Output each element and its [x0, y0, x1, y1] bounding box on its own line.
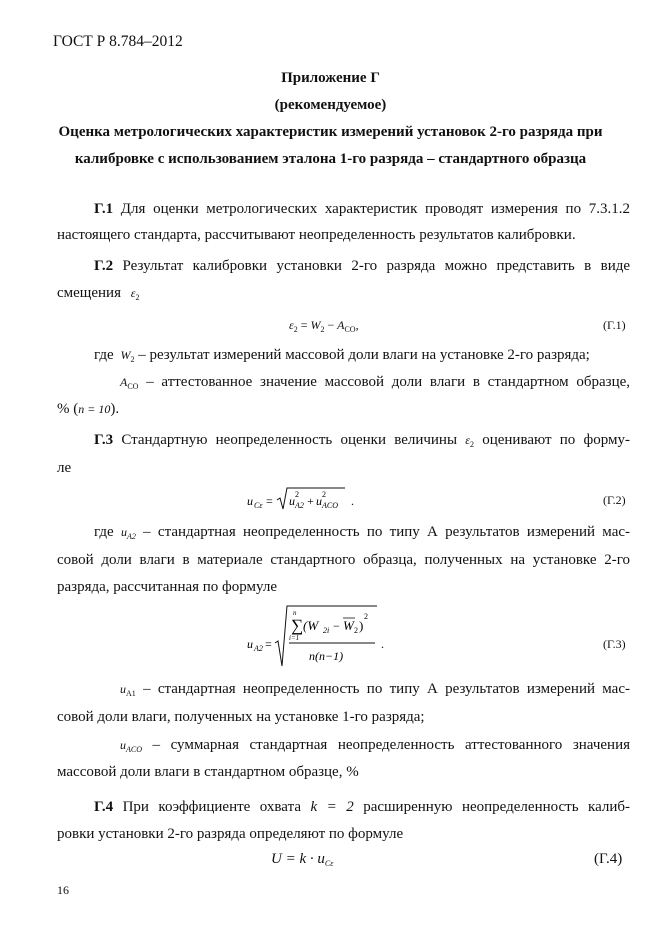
- section-number: Г.4: [94, 799, 114, 815]
- svg-text:n: n: [293, 609, 297, 617]
- where-uA2-line3: разряда, рассчитанная по формуле: [57, 579, 278, 595]
- svg-text:2i: 2i: [323, 626, 330, 635]
- svg-text:u: u: [316, 494, 322, 508]
- svg-text:u: u: [247, 494, 253, 508]
- appendix-title: Приложение Г: [281, 70, 380, 86]
- uACO-symbol: $u_{ACO}$: [120, 738, 142, 754]
- section-number: Г.2: [94, 258, 114, 274]
- svg-text:A2: A2: [295, 501, 304, 510]
- paragraph-text: Для оценки метрологических характеристик проводят измерения по 7.3.1.2: [120, 201, 631, 217]
- equation-number-g1: (Г.1): [603, 318, 626, 332]
- svg-text:2: 2: [295, 490, 299, 499]
- paragraph-g1-line1: [57, 197, 630, 221]
- section-number: Г.3: [94, 432, 114, 448]
- svg-text:=: =: [265, 637, 272, 651]
- document-code: ГОСТ Р 8.784–2012: [53, 33, 183, 50]
- W2-symbol: $W_2$: [120, 348, 135, 364]
- appendix-heading-line1: Оценка метрологических характеристик измерений установок 2-го разряда при: [58, 124, 603, 140]
- paragraph-g2-line2: [57, 281, 139, 307]
- where-uA1-line2: совой доли влаги, полученных на установке 1-го разряда;: [57, 709, 425, 725]
- svg-text:=: =: [266, 494, 273, 508]
- svg-text:−: −: [333, 619, 340, 633]
- svg-text:∑: ∑: [291, 616, 304, 635]
- paragraph-text: Результат калибровки установки 2-го разряда можно представить в виде: [122, 258, 631, 274]
- appendix-heading-line2: калибровке с использованием эталона 1-го разряда – стандартного образца: [74, 151, 587, 167]
- svg-text:2: 2: [354, 626, 358, 635]
- equation-number-g2: (Г.2): [603, 493, 626, 507]
- svg-text:2: 2: [322, 490, 326, 499]
- svg-text:i=1: i=1: [289, 634, 300, 642]
- paragraph-g4-line1: Г.4 При коэффициенте охвата k = 2 расширенную неопределенность калиб-: [94, 799, 631, 815]
- equation-g2: [245, 484, 385, 514]
- paragraph-g1-line2: настоящего стандарта, рассчитывают неопределенность результатов калибровки.: [57, 227, 576, 243]
- paragraph-g2-line1: [57, 254, 630, 278]
- svg-text:n(n−1): n(n−1): [309, 649, 344, 663]
- svg-text:+: +: [307, 494, 314, 508]
- where-W2-line: где $W_2$ – результат измерений массовой доли влаги на установке 2-го разряда;: [94, 347, 590, 364]
- where-uACO-line1: $u_{ACO}$ – суммарная стандартная неопределенность аттестованного значения: [120, 737, 630, 754]
- svg-text:A2: A2: [254, 644, 263, 653]
- equation-number-g4: (Г.4): [594, 851, 623, 867]
- svg-text:): ): [359, 618, 364, 633]
- paragraph-g3-line1: Г.3 Стандартную неопределенность оценки величины $\varepsilon_2$ оценивают по форму-: [94, 432, 631, 449]
- paragraph-g4-line2: ровки установки 2-го разряда определяют по формуле: [57, 826, 404, 842]
- svg-text:u: u: [289, 494, 295, 508]
- equation-g1: $\varepsilon_2 = W_2 - A_{СО}$,: [289, 318, 359, 334]
- section-number: Г.1: [94, 201, 114, 217]
- equation-number-g3: (Г.3): [603, 637, 626, 651]
- svg-text:Cε: Cε: [254, 501, 263, 510]
- svg-text:u: u: [247, 637, 253, 651]
- where-n-line: % (n = 10).: [57, 401, 120, 417]
- svg-text:.: .: [351, 494, 354, 508]
- where-Aco-line: $A_{СО}$ – аттестованное значение массовой доли влаги в стандартном образце,: [120, 374, 631, 391]
- equation-g4: $U = k \cdot u_{C\varepsilon}$: [271, 851, 334, 868]
- page-number: 16: [57, 883, 69, 897]
- where-uA2-line1: где $u_{A2}$ – стандартная неопределенность по типу А результатов измерений мас-: [94, 524, 631, 541]
- svg-text:(W: (W: [303, 618, 319, 633]
- epsilon-symbol: $\varepsilon_2$: [465, 433, 474, 449]
- where-uACO-line2: массовой доли влаги в стандартном образце, %: [57, 764, 359, 780]
- uA2-symbol: $u_{A2}$: [120, 525, 136, 541]
- equation-g3: [245, 603, 415, 671]
- svg-text:.: .: [381, 637, 384, 651]
- epsilon-symbol: $\varepsilon_2$: [130, 286, 140, 302]
- svg-text:ACO: ACO: [322, 501, 338, 510]
- appendix-status: (рекомендуемое): [274, 97, 387, 113]
- uA1-symbol: $u_{A1}$: [120, 682, 136, 698]
- paragraph-text: смещения: [57, 285, 121, 301]
- where-uA1-line1: $u_{A1}$ – стандартная неопределенность по типу А результатов измерений мас-: [120, 681, 630, 698]
- Aco-symbol: $A_{СО}$: [120, 375, 139, 391]
- paragraph-g3-line2: ле: [57, 460, 72, 476]
- where-uA2-line2: совой доли влаги в материале стандартного образца, полученных на установке 2-го: [57, 552, 630, 568]
- svg-text:W: W: [343, 618, 354, 633]
- svg-text:2: 2: [364, 612, 368, 621]
